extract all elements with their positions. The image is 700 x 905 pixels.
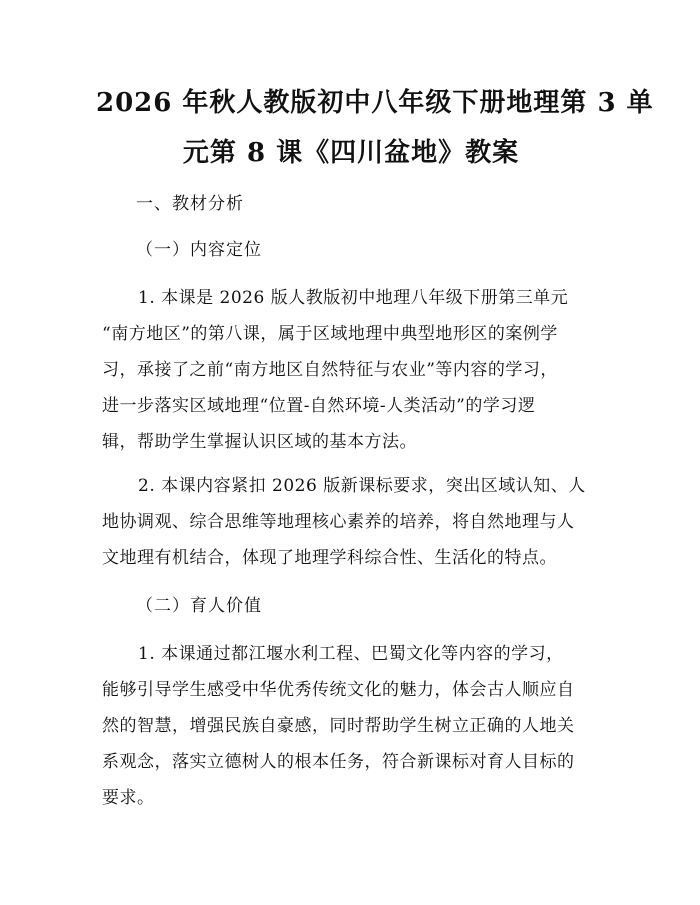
paragraph-3-line-4: 系观念，落实立德树人的根本任务，符合新课标对育人目标的 bbox=[102, 752, 575, 772]
section-heading-textbook-analysis: 一、教材分析 bbox=[136, 194, 244, 214]
paragraph-1-line-3: 习，承接了之前“南方地区自然特征与农业”等内容的学习， bbox=[102, 360, 558, 380]
document-title bbox=[96, 78, 654, 178]
paragraph-1 bbox=[102, 280, 602, 460]
paragraph-2-line-2: 地协调观、综合思维等地理核心素养的培养，将自然地理与人 bbox=[102, 512, 575, 532]
subsection-heading-educational-value: （二）育人价值 bbox=[136, 596, 262, 616]
subsection-heading-content-positioning: （一）内容定位 bbox=[136, 240, 262, 260]
title-line-2: 元第 8 课《四川盆地》教案 bbox=[182, 138, 520, 168]
paragraph-3-line-5: 要求。 bbox=[102, 788, 155, 808]
paragraph-1-line-5: 辑，帮助学生掌握认识区域的基本方法。 bbox=[102, 432, 417, 452]
paragraph-3-line-2: 能够引导学生感受中华优秀传统文化的魅力，体会古人顺应自 bbox=[102, 680, 575, 700]
title-line-1: 2026 年秋人教版初中八年级下册地理第 3 单 bbox=[96, 88, 654, 118]
paragraph-3 bbox=[102, 636, 602, 816]
paragraph-1-line-4: 进一步落实区域地理“位置-自然环境-人类活动”的学习逻 bbox=[102, 396, 536, 416]
paragraph-1-line-2: “南方地区”的第八课，属于区域地理中典型地形区的案例学 bbox=[102, 324, 558, 344]
paragraph-3-line-3: 然的智慧，增强民族自豪感，同时帮助学生树立正确的人地关 bbox=[102, 716, 575, 736]
paragraph-3-line-1: 1. 本课通过都江堰水利工程、巴蜀文化等内容的学习， bbox=[138, 644, 564, 664]
paragraph-2-line-3: 文地理有机结合，体现了地理学科综合性、生活化的特点。 bbox=[102, 548, 557, 568]
paragraph-1-line-1: 1. 本课是 2026 版人教版初中地理八年级下册第三单元 bbox=[138, 288, 569, 308]
paragraph-2 bbox=[102, 468, 602, 576]
paragraph-2-line-1: 2. 本课内容紧扣 2026 版新课标要求，突出区域认知、人 bbox=[138, 476, 586, 496]
